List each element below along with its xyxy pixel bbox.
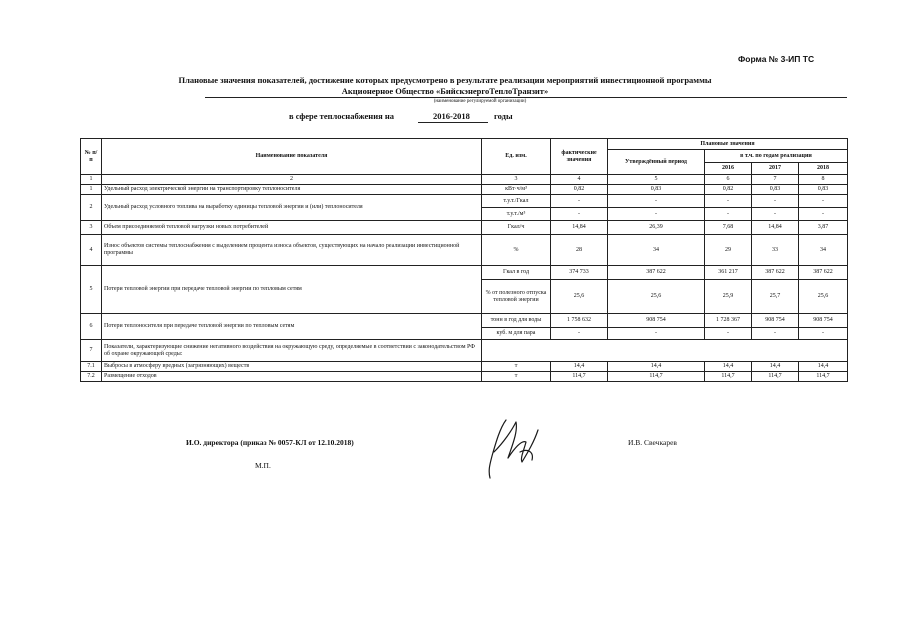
table-row <box>81 362 848 372</box>
header-num: № п/п <box>81 139 102 175</box>
row-2018: 0,83 <box>799 185 848 195</box>
row-2018: 25,6 <box>799 280 848 314</box>
handwritten-signature <box>482 412 552 482</box>
table-row <box>81 235 848 266</box>
row-actual: - <box>551 208 608 221</box>
row-2016: 1 728 367 <box>705 314 752 328</box>
row-name: Потери теплоносителя при передаче тепловой энергии по тепловым сетям <box>102 314 482 340</box>
row-actual: - <box>551 195 608 208</box>
header-2016: 2016 <box>705 163 752 175</box>
col-number: 2 <box>102 175 482 185</box>
row-2017: 33 <box>752 235 799 266</box>
row-unit: кВт·ч/м³ <box>482 185 551 195</box>
row-2016: 25,9 <box>705 280 752 314</box>
row-approved: - <box>608 195 705 208</box>
row-empty <box>608 340 705 362</box>
table-row <box>81 314 848 328</box>
row-approved: 34 <box>608 235 705 266</box>
row-empty <box>482 340 551 362</box>
row-num: 4 <box>81 235 102 266</box>
row-unit: Гкал/ч <box>482 221 551 235</box>
col-number: 1 <box>81 175 102 185</box>
row-approved: 25,6 <box>608 280 705 314</box>
header-by-years: в т.ч. по годам реализации <box>705 150 848 163</box>
row-2017: 387 622 <box>752 266 799 280</box>
col-number: 5 <box>608 175 705 185</box>
years-suffix: годы <box>494 111 513 121</box>
header-2018: 2018 <box>799 163 848 175</box>
header-unit: Ед. изм. <box>482 139 551 175</box>
row-2018: 14,4 <box>799 362 848 372</box>
row-name: Удельный расход электрической энергии на транспортировку теплоносителя <box>102 185 482 195</box>
row-actual: 14,4 <box>551 362 608 372</box>
row-name: Объем присоединяемой тепловой нагрузки новых потребителей <box>102 221 482 235</box>
document-title-line-2: Акционерное Общество «БийскэнергоТеплоТранзит» <box>341 86 549 96</box>
row-unit: тонн в год для воды <box>482 314 551 328</box>
document-title-line-1: Плановые значения показателей, достижение которых предусмотрено в результате реализации мероприятий инвестиционной программы <box>178 75 712 85</box>
row-2016: 29 <box>705 235 752 266</box>
row-2016: 14,4 <box>705 362 752 372</box>
row-actual: - <box>551 328 608 340</box>
row-2017: 14,4 <box>752 362 799 372</box>
table-row <box>81 340 848 362</box>
row-2016: - <box>705 195 752 208</box>
row-name: Размещение отходов <box>102 372 482 382</box>
row-unit: % от полезного отпуска тепловой энергии <box>482 280 551 314</box>
row-2018: 3,87 <box>799 221 848 235</box>
col-number: 7 <box>752 175 799 185</box>
row-num: 5 <box>81 266 102 314</box>
row-approved: 14,4 <box>608 362 705 372</box>
row-empty <box>551 340 608 362</box>
signatory-title: И.О. директора (приказ № 0057-КЛ от 12.10.2018) <box>186 438 354 447</box>
header-approved: Утверждённый период <box>608 150 705 175</box>
row-2017: 25,7 <box>752 280 799 314</box>
table-row <box>81 185 848 195</box>
row-2017: - <box>752 195 799 208</box>
column-numbers-row <box>81 175 848 185</box>
stamp-place: М.П. <box>255 461 271 470</box>
row-name: Показатели, характеризующие снижение негативного воздействия на окружающую среду, определяемые в соответствии с законодательством РФ об охране окружающей среды: <box>102 340 482 362</box>
indicators-table <box>80 138 848 382</box>
table-row <box>81 195 848 208</box>
row-unit: т.у.т./Гкал <box>482 195 551 208</box>
row-unit: т <box>482 362 551 372</box>
row-num: 7.2 <box>81 372 102 382</box>
row-unit: т <box>482 372 551 382</box>
row-approved: - <box>608 328 705 340</box>
row-2016: 0,82 <box>705 185 752 195</box>
row-approved: 908 754 <box>608 314 705 328</box>
row-2018: - <box>799 328 848 340</box>
col-number: 8 <box>799 175 848 185</box>
row-num: 3 <box>81 221 102 235</box>
row-approved: 26,39 <box>608 221 705 235</box>
row-2017: - <box>752 208 799 221</box>
row-2016: 361 217 <box>705 266 752 280</box>
row-2018: 387 622 <box>799 266 848 280</box>
row-2017: 114,7 <box>752 372 799 382</box>
row-2018: 114,7 <box>799 372 848 382</box>
row-name: Выбросы в атмосферу вредных (загрязняющих) веществ <box>102 362 482 372</box>
row-empty <box>799 340 848 362</box>
col-number: 6 <box>705 175 752 185</box>
row-2016: - <box>705 328 752 340</box>
row-actual: 114,7 <box>551 372 608 382</box>
organization-caption: (наименование регулируемой организации) <box>433 99 527 104</box>
row-unit: Гкал в год <box>482 266 551 280</box>
header-planned: Плановые значения <box>608 139 848 150</box>
header-name: Наименование показателя <box>102 139 482 175</box>
signer-name: И.В. Свечкарев <box>628 438 677 447</box>
row-name: Износ объектов системы теплоснабжения с выделением процента износа объектов, существующих на начало реализации инвестиционной программы <box>102 235 482 266</box>
row-2016: - <box>705 208 752 221</box>
row-unit: % <box>482 235 551 266</box>
row-actual: 28 <box>551 235 608 266</box>
row-actual: 25,6 <box>551 280 608 314</box>
col-number: 3 <box>482 175 551 185</box>
years-value: 2016-2018 <box>433 111 470 121</box>
years-underline <box>418 122 488 123</box>
row-actual: 14,84 <box>551 221 608 235</box>
table-row <box>81 372 848 382</box>
row-2018: - <box>799 195 848 208</box>
row-num: 6 <box>81 314 102 340</box>
row-2018: 908 754 <box>799 314 848 328</box>
row-2017: 0,83 <box>752 185 799 195</box>
row-empty <box>752 340 799 362</box>
form-number: Форма № 3-ИП ТС <box>738 54 815 64</box>
row-actual: 1 758 632 <box>551 314 608 328</box>
row-approved: 387 622 <box>608 266 705 280</box>
table-row <box>81 221 848 235</box>
row-name: Потери тепловой энергии при передаче тепловой энергии по тепловым сетям <box>102 266 482 314</box>
row-empty <box>705 340 752 362</box>
row-2018: 34 <box>799 235 848 266</box>
row-num: 1 <box>81 185 102 195</box>
row-num: 7.1 <box>81 362 102 372</box>
header-actual: фактические значения <box>551 139 608 175</box>
row-unit: куб. м для пара <box>482 328 551 340</box>
organization-underline <box>205 97 847 98</box>
header-2017: 2017 <box>752 163 799 175</box>
table-row <box>81 266 848 280</box>
row-name: Удельный расход условного топлива на выработку единицы тепловой энергии и (или) теплоносителя <box>102 195 482 221</box>
col-number: 4 <box>551 175 608 185</box>
row-unit: т.у.т./м³ <box>482 208 551 221</box>
row-approved: 0,83 <box>608 185 705 195</box>
row-num: 2 <box>81 195 102 221</box>
row-approved: 114,7 <box>608 372 705 382</box>
row-2018: - <box>799 208 848 221</box>
row-num: 7 <box>81 340 102 362</box>
row-actual: 0,82 <box>551 185 608 195</box>
row-2017: - <box>752 328 799 340</box>
row-approved: - <box>608 208 705 221</box>
row-2016: 7,68 <box>705 221 752 235</box>
row-actual: 374 733 <box>551 266 608 280</box>
sphere-label: в сфере теплоснабжения на <box>289 111 394 121</box>
row-2017: 14,84 <box>752 221 799 235</box>
row-2017: 908 754 <box>752 314 799 328</box>
row-2016: 114,7 <box>705 372 752 382</box>
